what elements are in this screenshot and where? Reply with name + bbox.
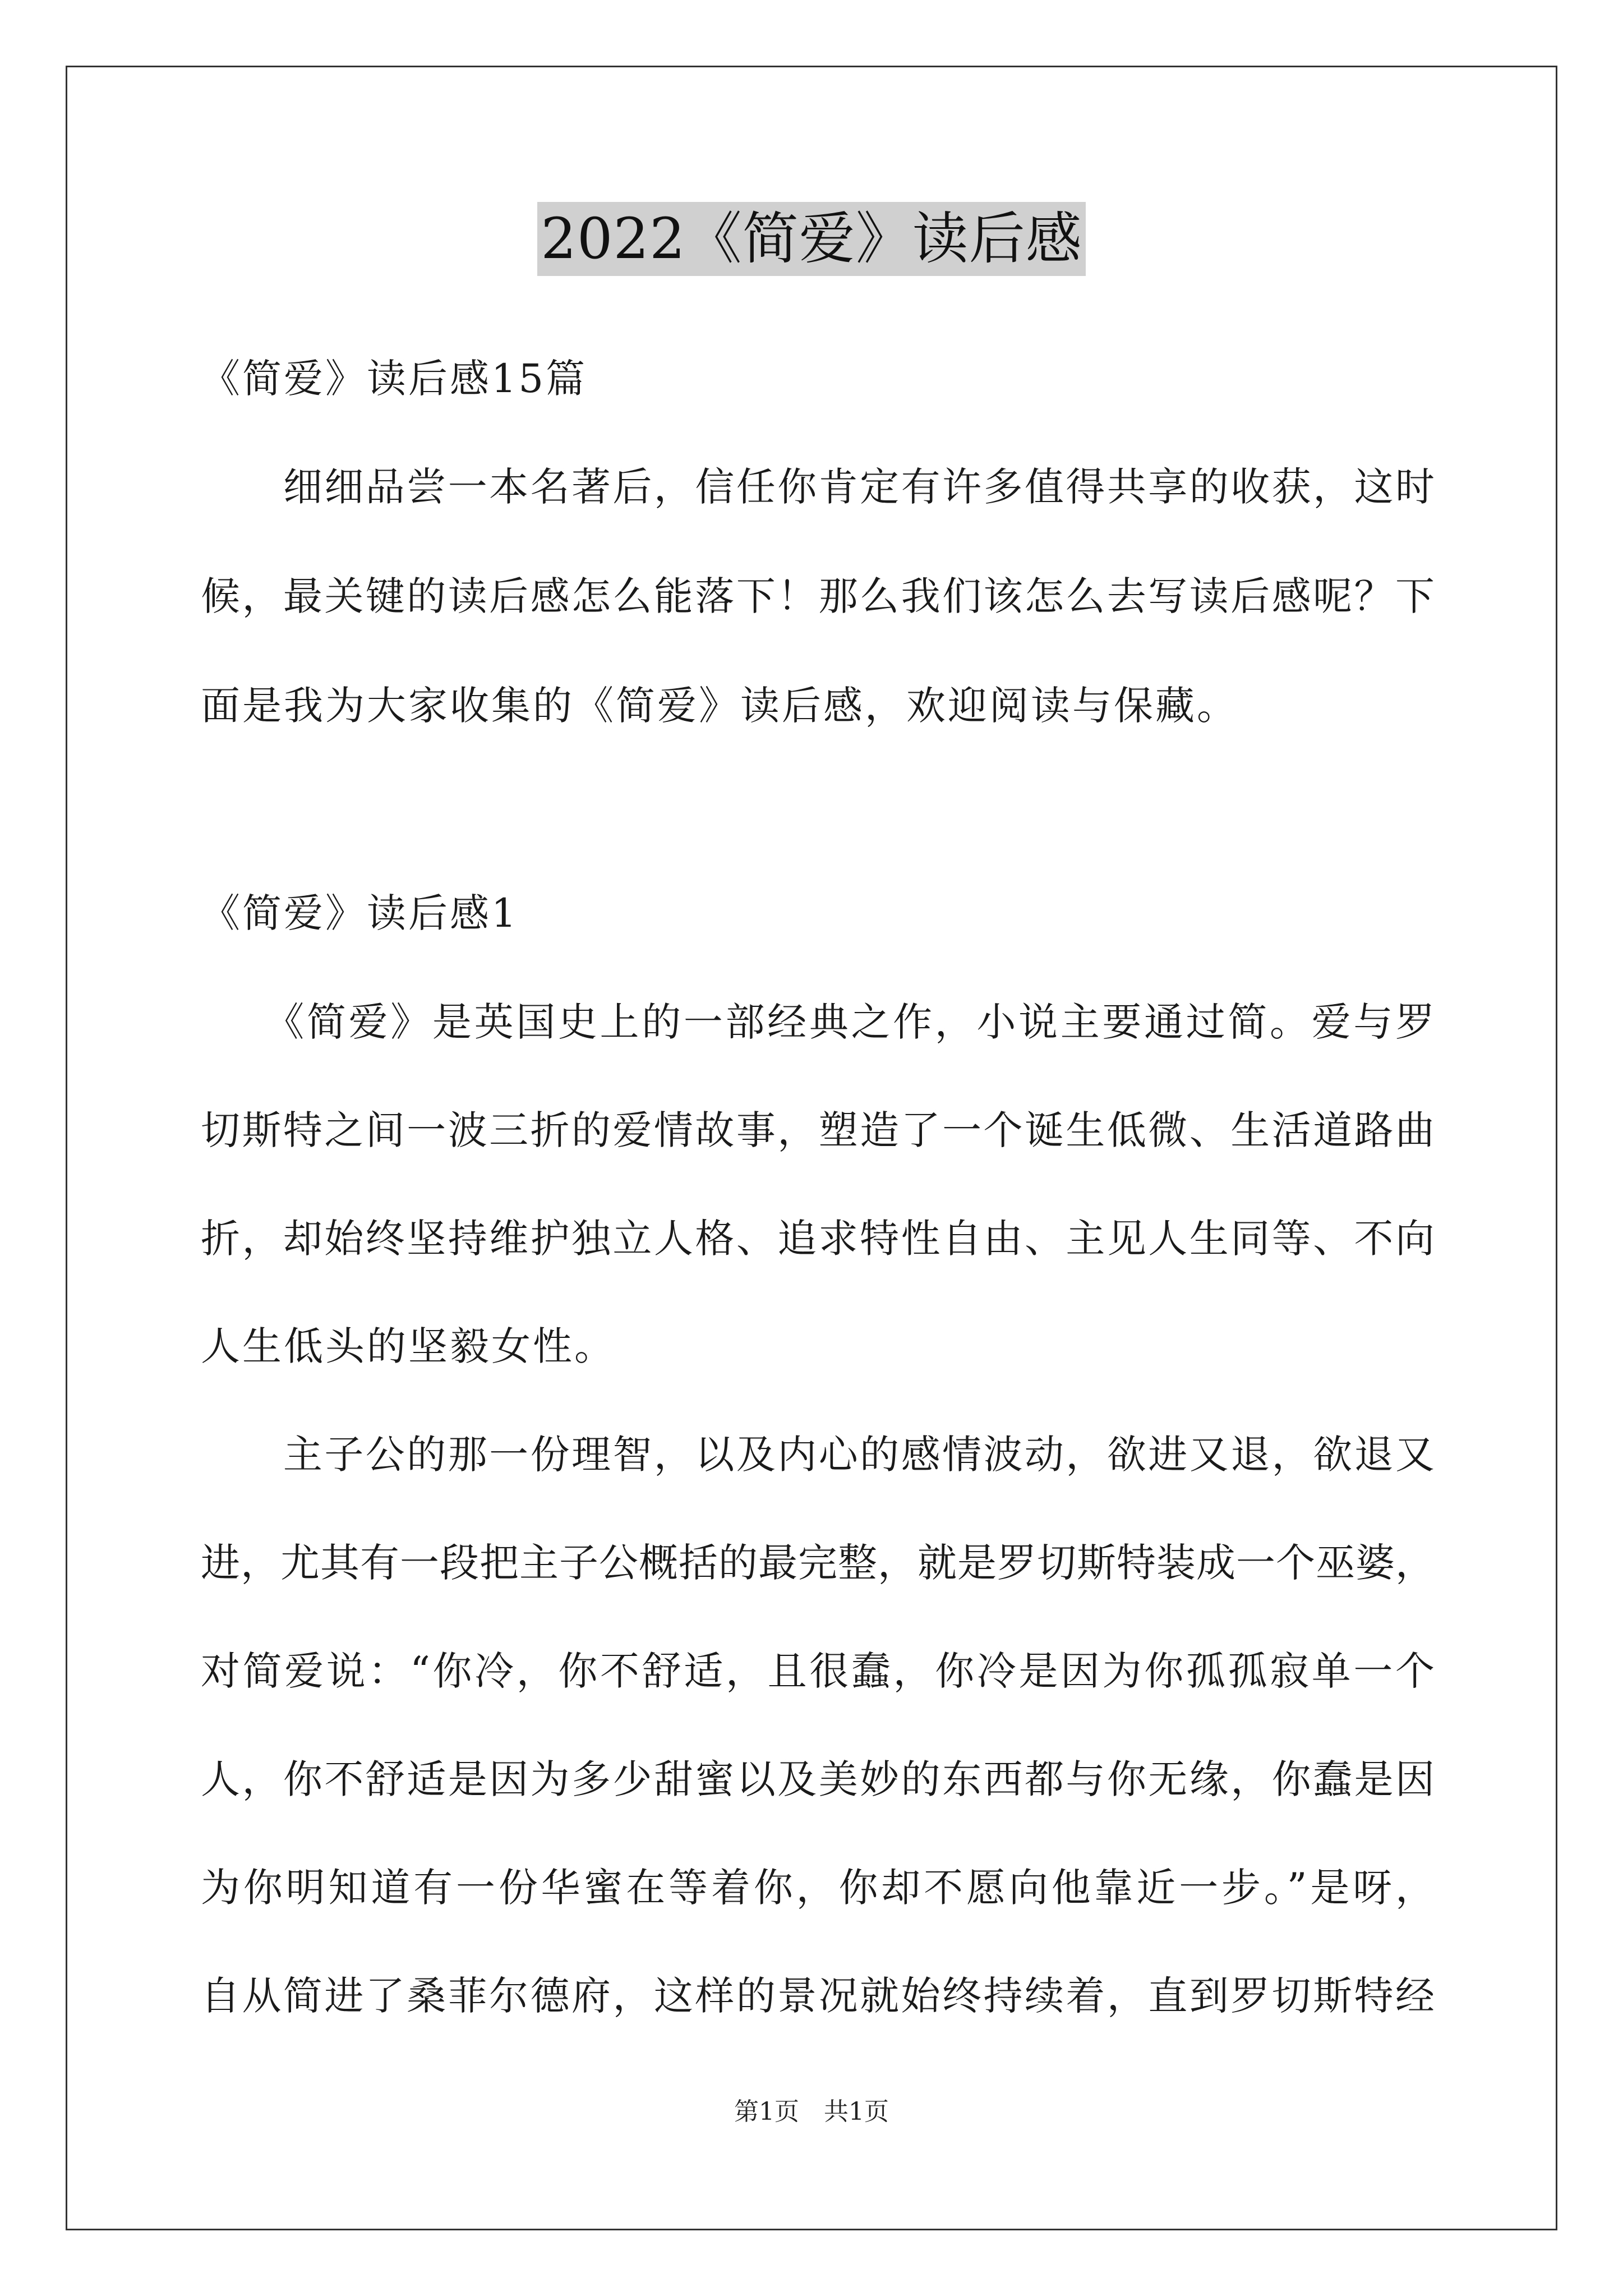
intro-line: 候，最关键的读后感怎么能落下！那么我们该怎么去写读后感呢？下 (201, 573, 1435, 619)
intro-line: 面是我为大家收集的《简爱》读后感，欢迎阅读与保藏。 (201, 683, 1238, 729)
paragraph-line: 人，你不舒适是因为多少甜蜜以及美妙的东西都与你无缘，你蠢是因 (201, 1756, 1435, 1802)
section-heading: 《简爱》读后感1 (201, 890, 519, 936)
subtitle: 《简爱》读后感15篇 (201, 356, 588, 402)
paragraph-line: 主子公的那一份理智，以及内心的感情波动，欲进又退，欲退又 (201, 1432, 1435, 1478)
document-title: 2022《简爱》读后感 (537, 202, 1086, 276)
page-footer: 第1页 共1页 (734, 2097, 889, 2126)
paragraph-line: 折，却始终坚持维护独立人格、追求特性自由、主见人生同等、不向 (201, 1216, 1435, 1262)
paragraph-line: 对简爱说：“你冷，你不舒适，且很蠢，你冷是因为你孤孤寂单一个 (201, 1648, 1435, 1694)
paragraph-line: 切斯特之间一波三折的爱情故事，塑造了一个诞生低微、生活道路曲 (201, 1107, 1435, 1153)
paragraph-line: 为你明知道有一份华蜜在等着你，你却不愿向他靠近一步。”是呀， (201, 1865, 1435, 1911)
paragraph-line: 进，尤其有一段把主子公概括的最完整，就是罗切斯特装成一个巫婆， (201, 1540, 1435, 1586)
paragraph-line: 人生低头的坚毅女性。 (201, 1323, 616, 1369)
paragraph-line: 《简爱》是英国史上的一部经典之作，小说主要通过简。爱与罗 (201, 999, 1435, 1045)
title-block (0, 202, 1623, 276)
intro-line: 细细品尝一本名著后，信任你肯定有许多值得共享的收获，这时 (201, 464, 1435, 510)
paragraph-line: 自从简进了桑菲尔德府，这样的景况就始终持续着，直到罗切斯特经 (201, 1973, 1435, 2019)
